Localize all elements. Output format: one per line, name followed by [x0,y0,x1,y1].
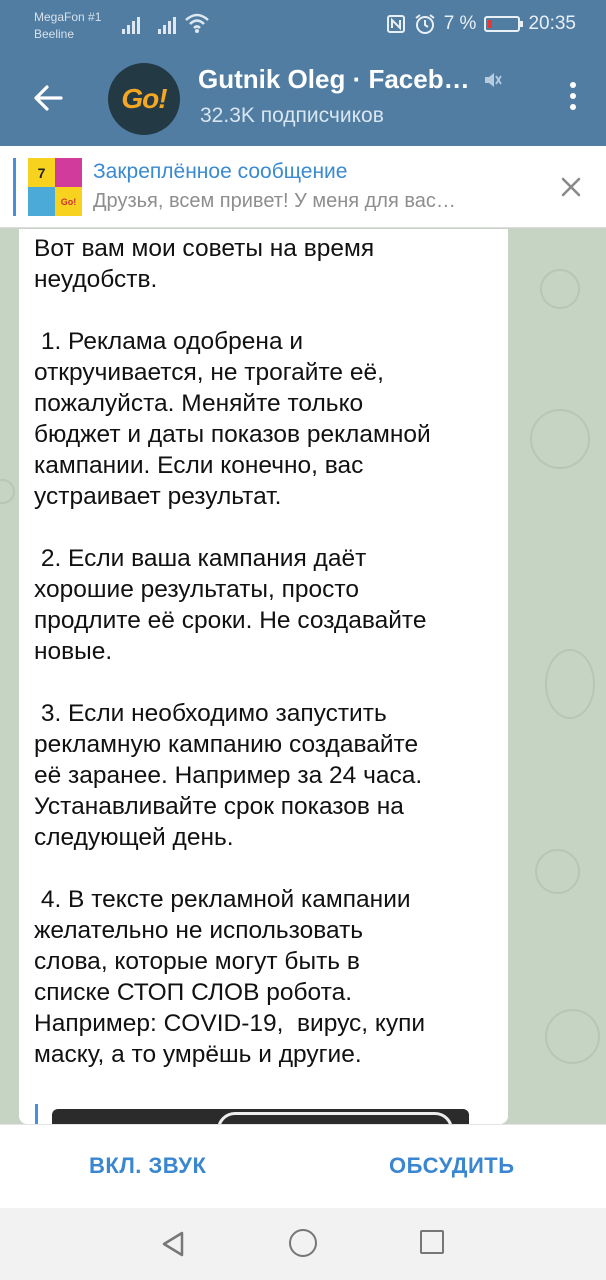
battery-icon [484,16,520,32]
wallpaper-doodle [0,479,15,504]
system-nav-bar [0,1208,606,1280]
channel-bottom-bar [0,1124,606,1208]
channel-title: Gutnik Oleg · Faceb… [198,64,470,94]
nav-recents-icon[interactable] [420,1230,444,1254]
alarm-icon [414,13,436,35]
wifi-icon [184,12,210,34]
unmute-button[interactable]: ВКЛ. ЗВУК [89,1153,207,1178]
message-bubble[interactable] [19,229,508,1124]
link-preview-image[interactable] [52,1109,469,1124]
carrier-2: Beeline [34,27,75,41]
chat-header [0,50,606,146]
pinned-title: Закреплённое сообщение [93,160,348,183]
back-button[interactable] [30,80,66,116]
dot-icon [570,104,576,110]
chat-area[interactable] [0,229,606,1124]
nfc-icon [386,14,406,34]
subscriber-count: 32.3K подписчиков [200,104,384,127]
muted-icon [482,70,502,90]
more-options-button[interactable] [570,82,576,110]
dot-icon [570,93,576,99]
nav-back-icon[interactable] [160,1230,186,1258]
wallpaper-doodle [545,649,595,719]
carrier-1: MegaFon #1 [34,10,102,24]
close-icon[interactable] [556,172,586,202]
clock: 20:35 [528,13,576,34]
discuss-button[interactable]: ОБСУДИТЬ [389,1153,515,1178]
wallpaper-doodle [530,409,590,469]
pinned-accent-bar [13,158,16,216]
title-row[interactable] [198,64,502,95]
wallpaper-doodle [545,1009,600,1064]
status-right [386,13,576,35]
thumb-logo: Go! [55,187,82,216]
channel-avatar[interactable] [108,63,180,135]
wallpaper-doodle [535,849,580,894]
pinned-preview: Друзья, всем привет! У меня для вас… [93,190,456,212]
wallpaper-doodle [540,269,580,309]
carrier-labels [34,9,101,43]
signal-1-icon [122,14,140,34]
pinned-message[interactable] [0,146,606,228]
dot-icon [570,82,576,88]
link-preview-bar [35,1104,38,1124]
pinned-thumbnail [28,158,82,216]
thumb-number: 7 [28,158,55,187]
battery-percent: 7 % [443,13,477,34]
arrow-left-icon [33,85,63,111]
nav-home-icon[interactable] [289,1229,317,1257]
signal-2-icon [158,14,176,34]
avatar-logo: Go! [121,83,167,114]
status-bar [0,0,606,50]
message-text: Вот вам мои советы на время неудобств. 1. Реклама одобрена и откручивается, не трогайте её, пожалуйста. Меняйте только бюджет и даты показов рекламной кампании. Если конечно, вас устраивает результат. 2. Если ваша кампания даёт хорошие результаты, просто продлите её сроки. Не создавайте новые. 3. Если необходимо запустить рекламную кампанию создавайте её заранее. Например за 24 часа. Устанавливайте срок показов на следующей день. 4. В тексте рекламной кампании желательно не использовать слова, которые могут быть в списке СТОП СЛОВ робота. Например: COVID-19, вирус, купи маску, а то умрёшь и другие. [34,235,431,1068]
